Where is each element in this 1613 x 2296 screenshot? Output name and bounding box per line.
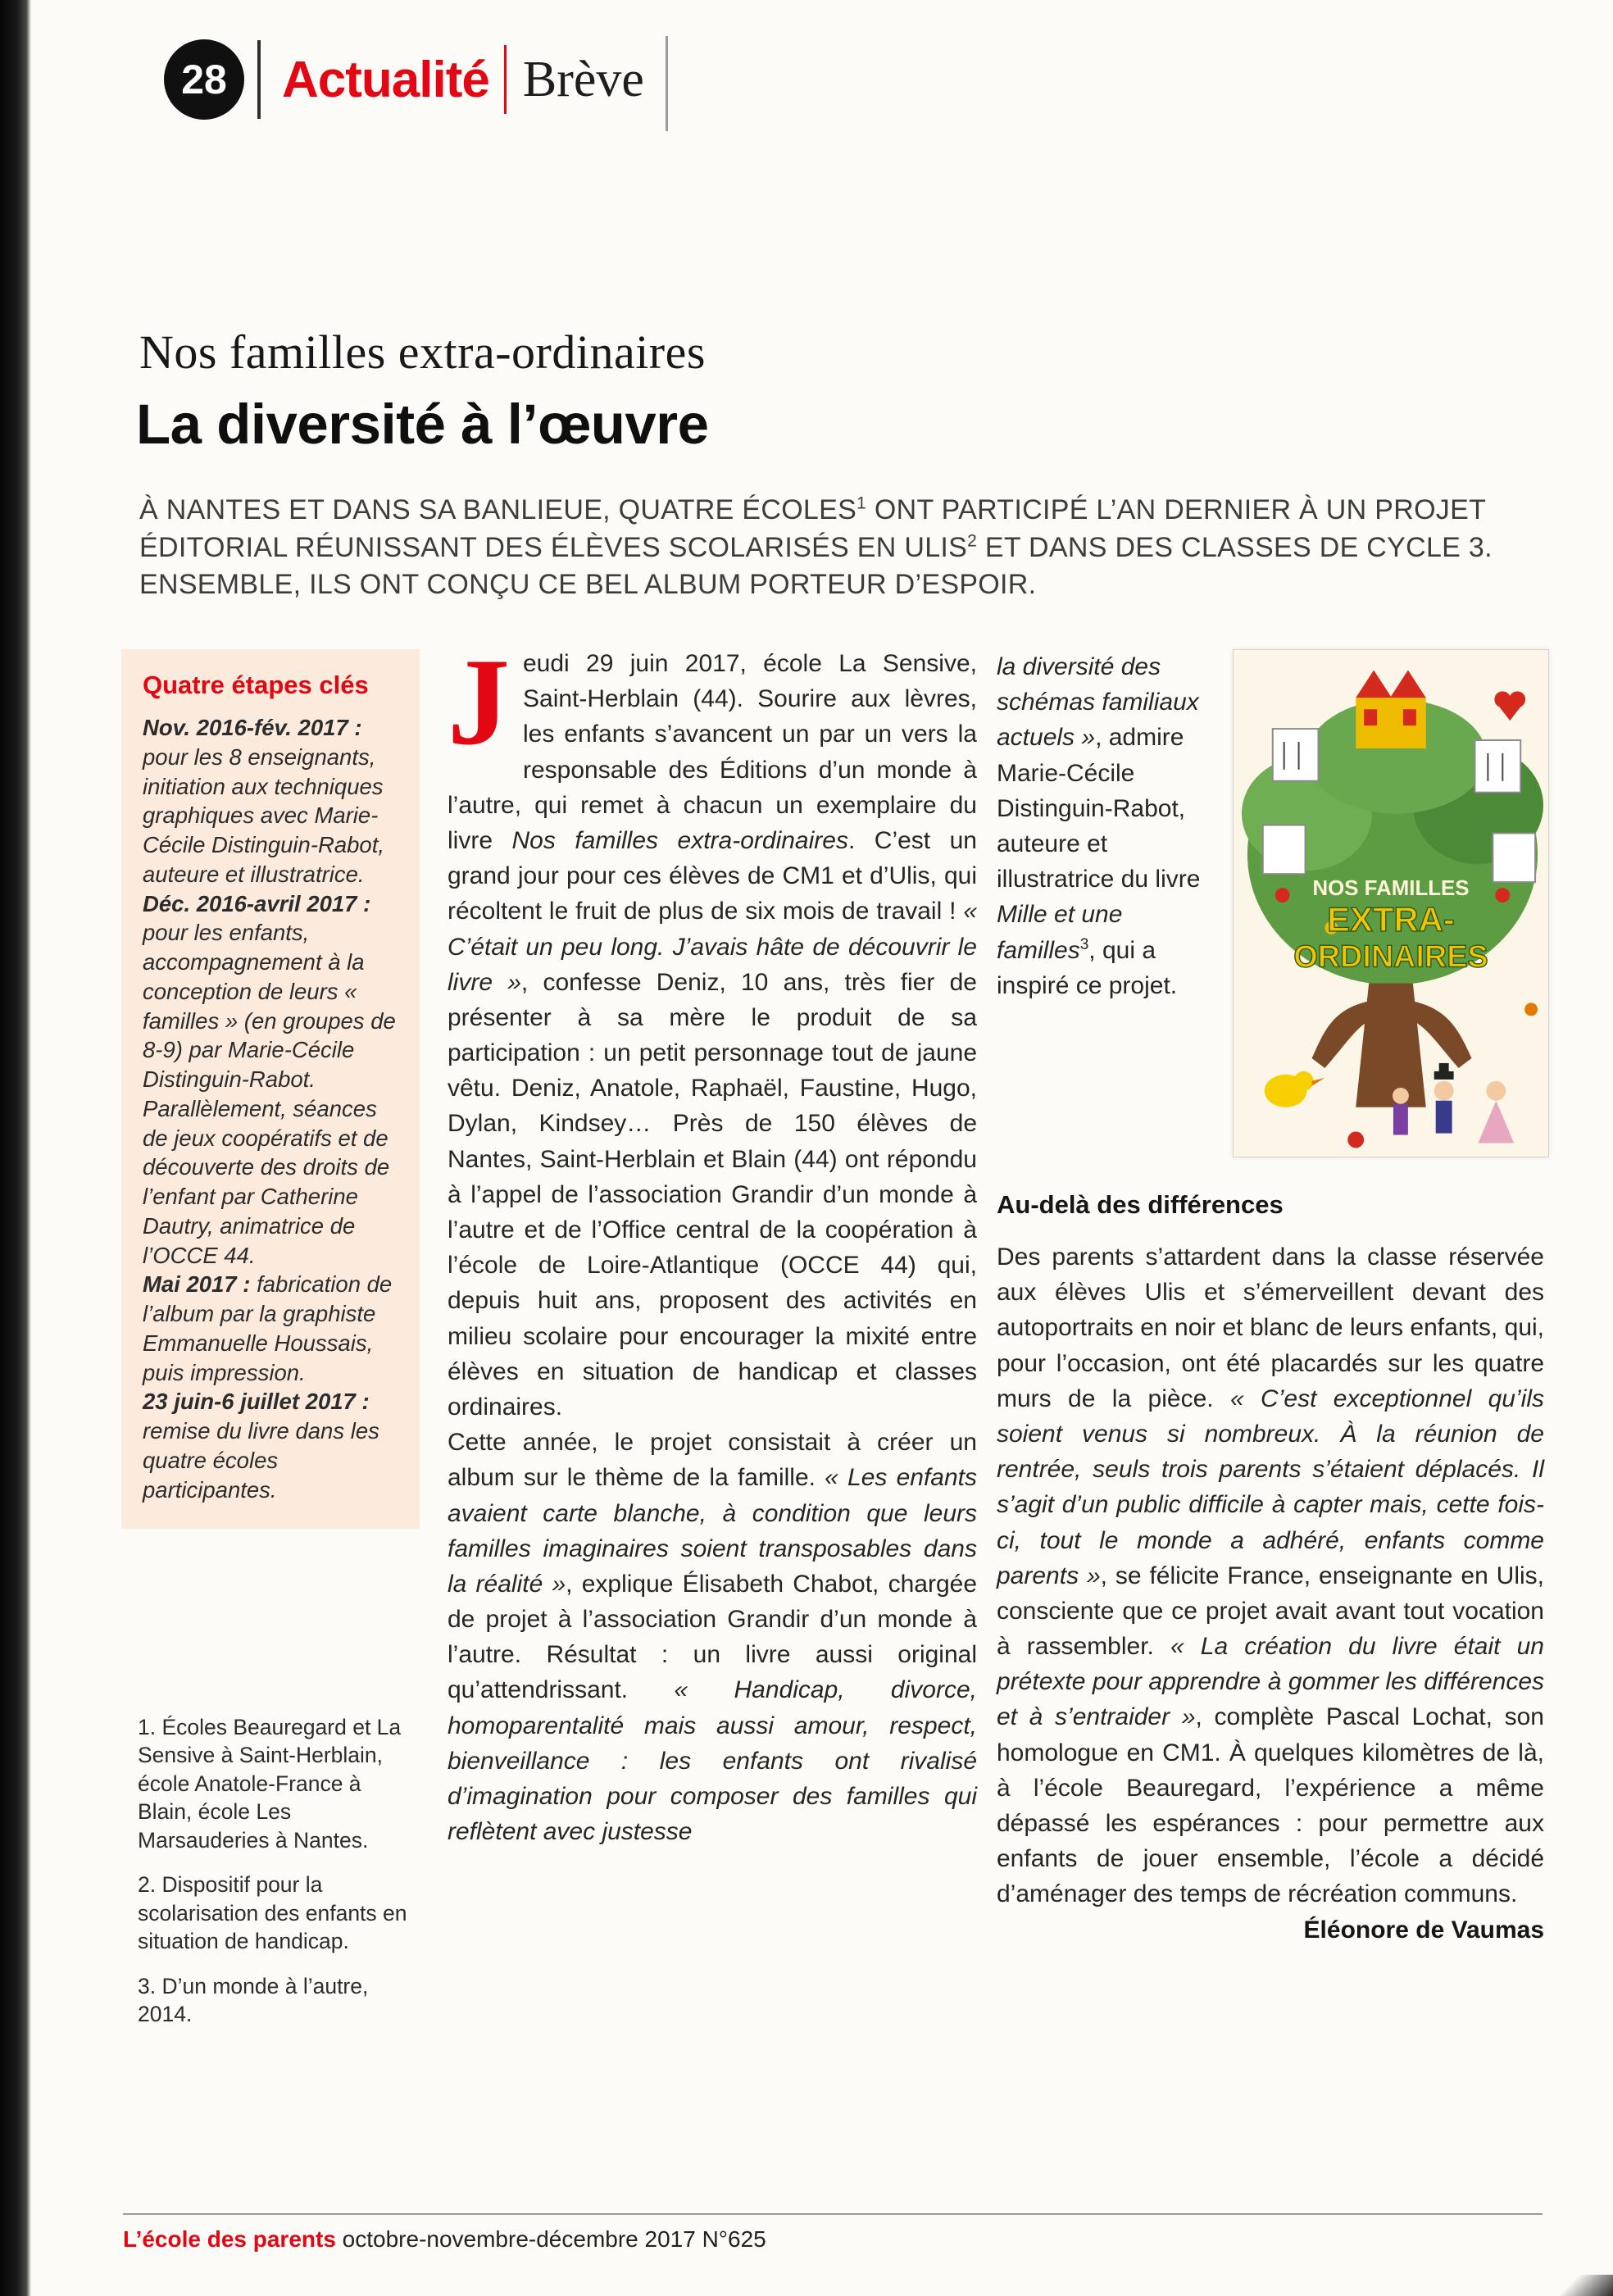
body-text-italic: la diversité des schémas familiaux actuels » xyxy=(997,653,1199,752)
sidebar-title: Quatre étapes clés xyxy=(143,671,369,699)
sidebar-step xyxy=(143,889,398,1271)
header xyxy=(164,31,668,128)
body-text-italic: « Handicap, divorce, homoparentalité mais aussi amour, respect, bienveillance : les enfants ont rivalisé d’imagination pour composer des familles qui reflètent avec justesse xyxy=(448,1676,977,1846)
body-text: , complète Pascal Lochat, son homologue en CM1. À quelques kilomètres de là, à l’école Beauregard, l’expérience a même dépassé les espérances : pour permettre aux enfants de jouer ensemble, l’école a décidé d’aménager des temps de récréation communs. xyxy=(997,1703,1544,1908)
cover-title-line2: EXTRA- xyxy=(1327,899,1455,939)
header-separator xyxy=(257,40,261,119)
page-number: 28 xyxy=(181,57,227,102)
footnote-ref-1: 1 xyxy=(856,493,867,513)
body-text: , explique Élisabeth Chabot, chargée de projet à l’association Grandir d’un monde à l’autre. Résultat : un livre aussi original qu’attendrissant. xyxy=(448,1570,977,1704)
step-text: pour les 8 enseignants, initiation aux techniques graphiques avec Marie-Cécile Distinguin-Rabot, auteure et illustratrice. xyxy=(143,743,384,887)
article-paragraph xyxy=(997,1239,1544,1944)
page-number-badge xyxy=(164,39,244,120)
step-date: Déc. 2016-avril 2017 : xyxy=(143,890,371,916)
step-date: Nov. 2016-fév. 2017 : xyxy=(143,715,362,740)
scan-edge xyxy=(0,0,31,2296)
article-column-main xyxy=(448,633,977,1849)
body-text-italic: « C’était un peu long. J’avais hâte de découvrir le livre » xyxy=(448,898,977,996)
body-text: , admire Marie-Cécile Distinguin-Rabot, auteure et illustratrice du livre xyxy=(997,724,1201,893)
body-text-italic: Mille et une familles xyxy=(997,901,1123,964)
sidebar-step xyxy=(143,1270,398,1387)
standfirst-text: ET DANS DES CLASSES DE CYCLE 3. ENSEMBLE, ILS ONT CONÇU CE BEL ALBUM PORTEUR D’ESPOIR. xyxy=(139,531,1493,601)
scan-corner xyxy=(1556,2275,1613,2296)
body-text: Des parents s’attardent dans la classe réservée aux élèves Ulis et s’émerveillent devant des autoportraits en noir et blanc de leurs enfants, qui, pour l’occasion, ont été placardés sur les quatre murs de la pièce. xyxy=(997,1243,1544,1412)
sidebar-step xyxy=(143,1387,398,1504)
footnotes xyxy=(138,1713,412,2044)
footnote-ref-3: 3 xyxy=(1079,935,1089,953)
standfirst xyxy=(139,492,1541,604)
body-text: . C’est un grand jour pour ces élèves de CM1 et d’Ulis, qui récoltent le fruit de plus de six mois de travail ! xyxy=(448,826,977,925)
body-text: Cette année, le projet consistait à créer un album sur le thème de la famille. xyxy=(448,1429,977,1492)
body-text-italic: « C’est exceptionnel qu’ils soient venus si nombreux. À la réunion de rentrée, seuls trois parents s’étaient déplacés. Il s’agit d’un public difficile à capter mais, cette fois-ci, tout le monde a adhéré, enfants comme parents » xyxy=(997,1384,1544,1589)
article-column-right xyxy=(997,1239,1544,1948)
drop-cap: J xyxy=(448,633,510,771)
body-text: , qui a inspiré ce projet. xyxy=(997,936,1178,999)
body-text: eudi 29 juin 2017, école La Sensive, Saint-Herblain (44). Sourire aux lèvres, les enfants s’avancent un par un vers la responsable des Éditions d’un monde à l’autre, qui remet à chacun un exemplaire du livre xyxy=(448,650,977,854)
step-text: pour les enfants, accompagnement à la conception de leurs « familles » (en groupes de 8-9) par Marie-Cécile Distinguin-Rabot. Parallèlement, séances de jeux coopératifs et de découverte des droits de l’enfant par Catherine Dautry, animatrice de l’OCCE 44. xyxy=(143,920,396,1268)
section-heading: Au-delà des différences xyxy=(997,1190,1284,1219)
header-separator-red xyxy=(504,45,507,114)
footnote-2: 2. Dispositif pour la scolarisation des enfants en situation de handicap. xyxy=(138,1872,407,1954)
footer-rule xyxy=(123,2213,1543,2215)
cover-title-line1: NOS FAMILLES xyxy=(1312,877,1470,901)
cover-title-line3: ORDINAIRES xyxy=(1293,939,1488,975)
body-text: , se félicite France, enseignante en Ulis, consciente que ce projet avait avant tout vocation à rassembler. xyxy=(997,1562,1544,1661)
body-text-italic: « La création du livre était un prétexte pour apprendre à gommer les différences et à s’entraider » xyxy=(997,1633,1544,1731)
step-date: Mai 2017 : xyxy=(143,1271,251,1298)
book-cover xyxy=(1233,649,1549,1157)
sidebar-key-steps xyxy=(121,649,420,1529)
article-column-intro xyxy=(997,649,1208,1003)
footnote-3: 3. D’un monde à l’autre, 2014. xyxy=(138,1973,369,2026)
sidebar-step xyxy=(143,713,398,889)
article-paragraph xyxy=(448,633,977,1425)
magazine-name: L’école des parents xyxy=(123,2226,336,2252)
footer xyxy=(123,2226,766,2253)
article-kicker: Nos familles extra-ordinaires xyxy=(139,325,706,379)
article-title: La diversité à l’œuvre xyxy=(136,393,709,456)
rubric-label: Brève xyxy=(522,51,644,107)
footnote-1: 1. Écoles Beauregard et La Sensive à Saint-Herblain, école Anatole-France à Blain, école Les Marsauderies à Nantes. xyxy=(138,1715,402,1853)
footnote-ref-2: 2 xyxy=(967,531,978,551)
byline: Éléonore de Vaumas xyxy=(1303,1916,1544,1944)
header-separator xyxy=(666,36,668,131)
standfirst-text: ONT PARTICIPÉ L’AN DERNIER À UN PROJET ÉDITORIAL RÉUNISSANT DES ÉLÈVES SCOLARISÉS EN ULIS xyxy=(139,494,1486,563)
article-paragraph xyxy=(448,1425,977,1849)
body-text: , confesse Deniz, 10 ans, très fier de présenter à sa mère le produit de sa participation : un petit personnage tout de jaune vêtu. Deniz, Anatole, Raphaël, Faustine, Hugo, Dylan, Kindsey… Près de 150 élèves de Nantes, Saint-Herblain et Blain (44) ont répondu à l’appel de l’association Grandir d’un monde à l’autre et de l’Office central de la coopération à l’école de Loire-Atlantique (OCCE 44) qui, depuis huit ans, proposent des activités en milieu scolaire pour encourager la mixité entre élèves en situation de handicap et classes ordinaires. xyxy=(448,968,977,1421)
book-cover-illustration xyxy=(1234,650,1548,1157)
step-text: remise du livre dans les quatre écoles participantes. xyxy=(143,1418,379,1503)
section-label: Actualité xyxy=(282,51,489,108)
body-text-italic: Nos familles extra-ordinaires xyxy=(511,826,848,854)
issue-info: octobre-novembre-décembre 2017 N°625 xyxy=(335,2226,766,2252)
step-text: fabrication de l’album par la graphiste Emmanuelle Houssais, puis impression. xyxy=(143,1271,393,1385)
step-date: 23 juin-6 juillet 2017 : xyxy=(143,1389,370,1415)
body-text-italic: « Les enfants avaient carte blanche, à condition que leurs familles imaginaires soient transposables dans la réalité » xyxy=(448,1464,977,1598)
standfirst-text: À NANTES ET DANS SA BANLIEUE, QUATRE ÉCOLES xyxy=(139,494,857,525)
